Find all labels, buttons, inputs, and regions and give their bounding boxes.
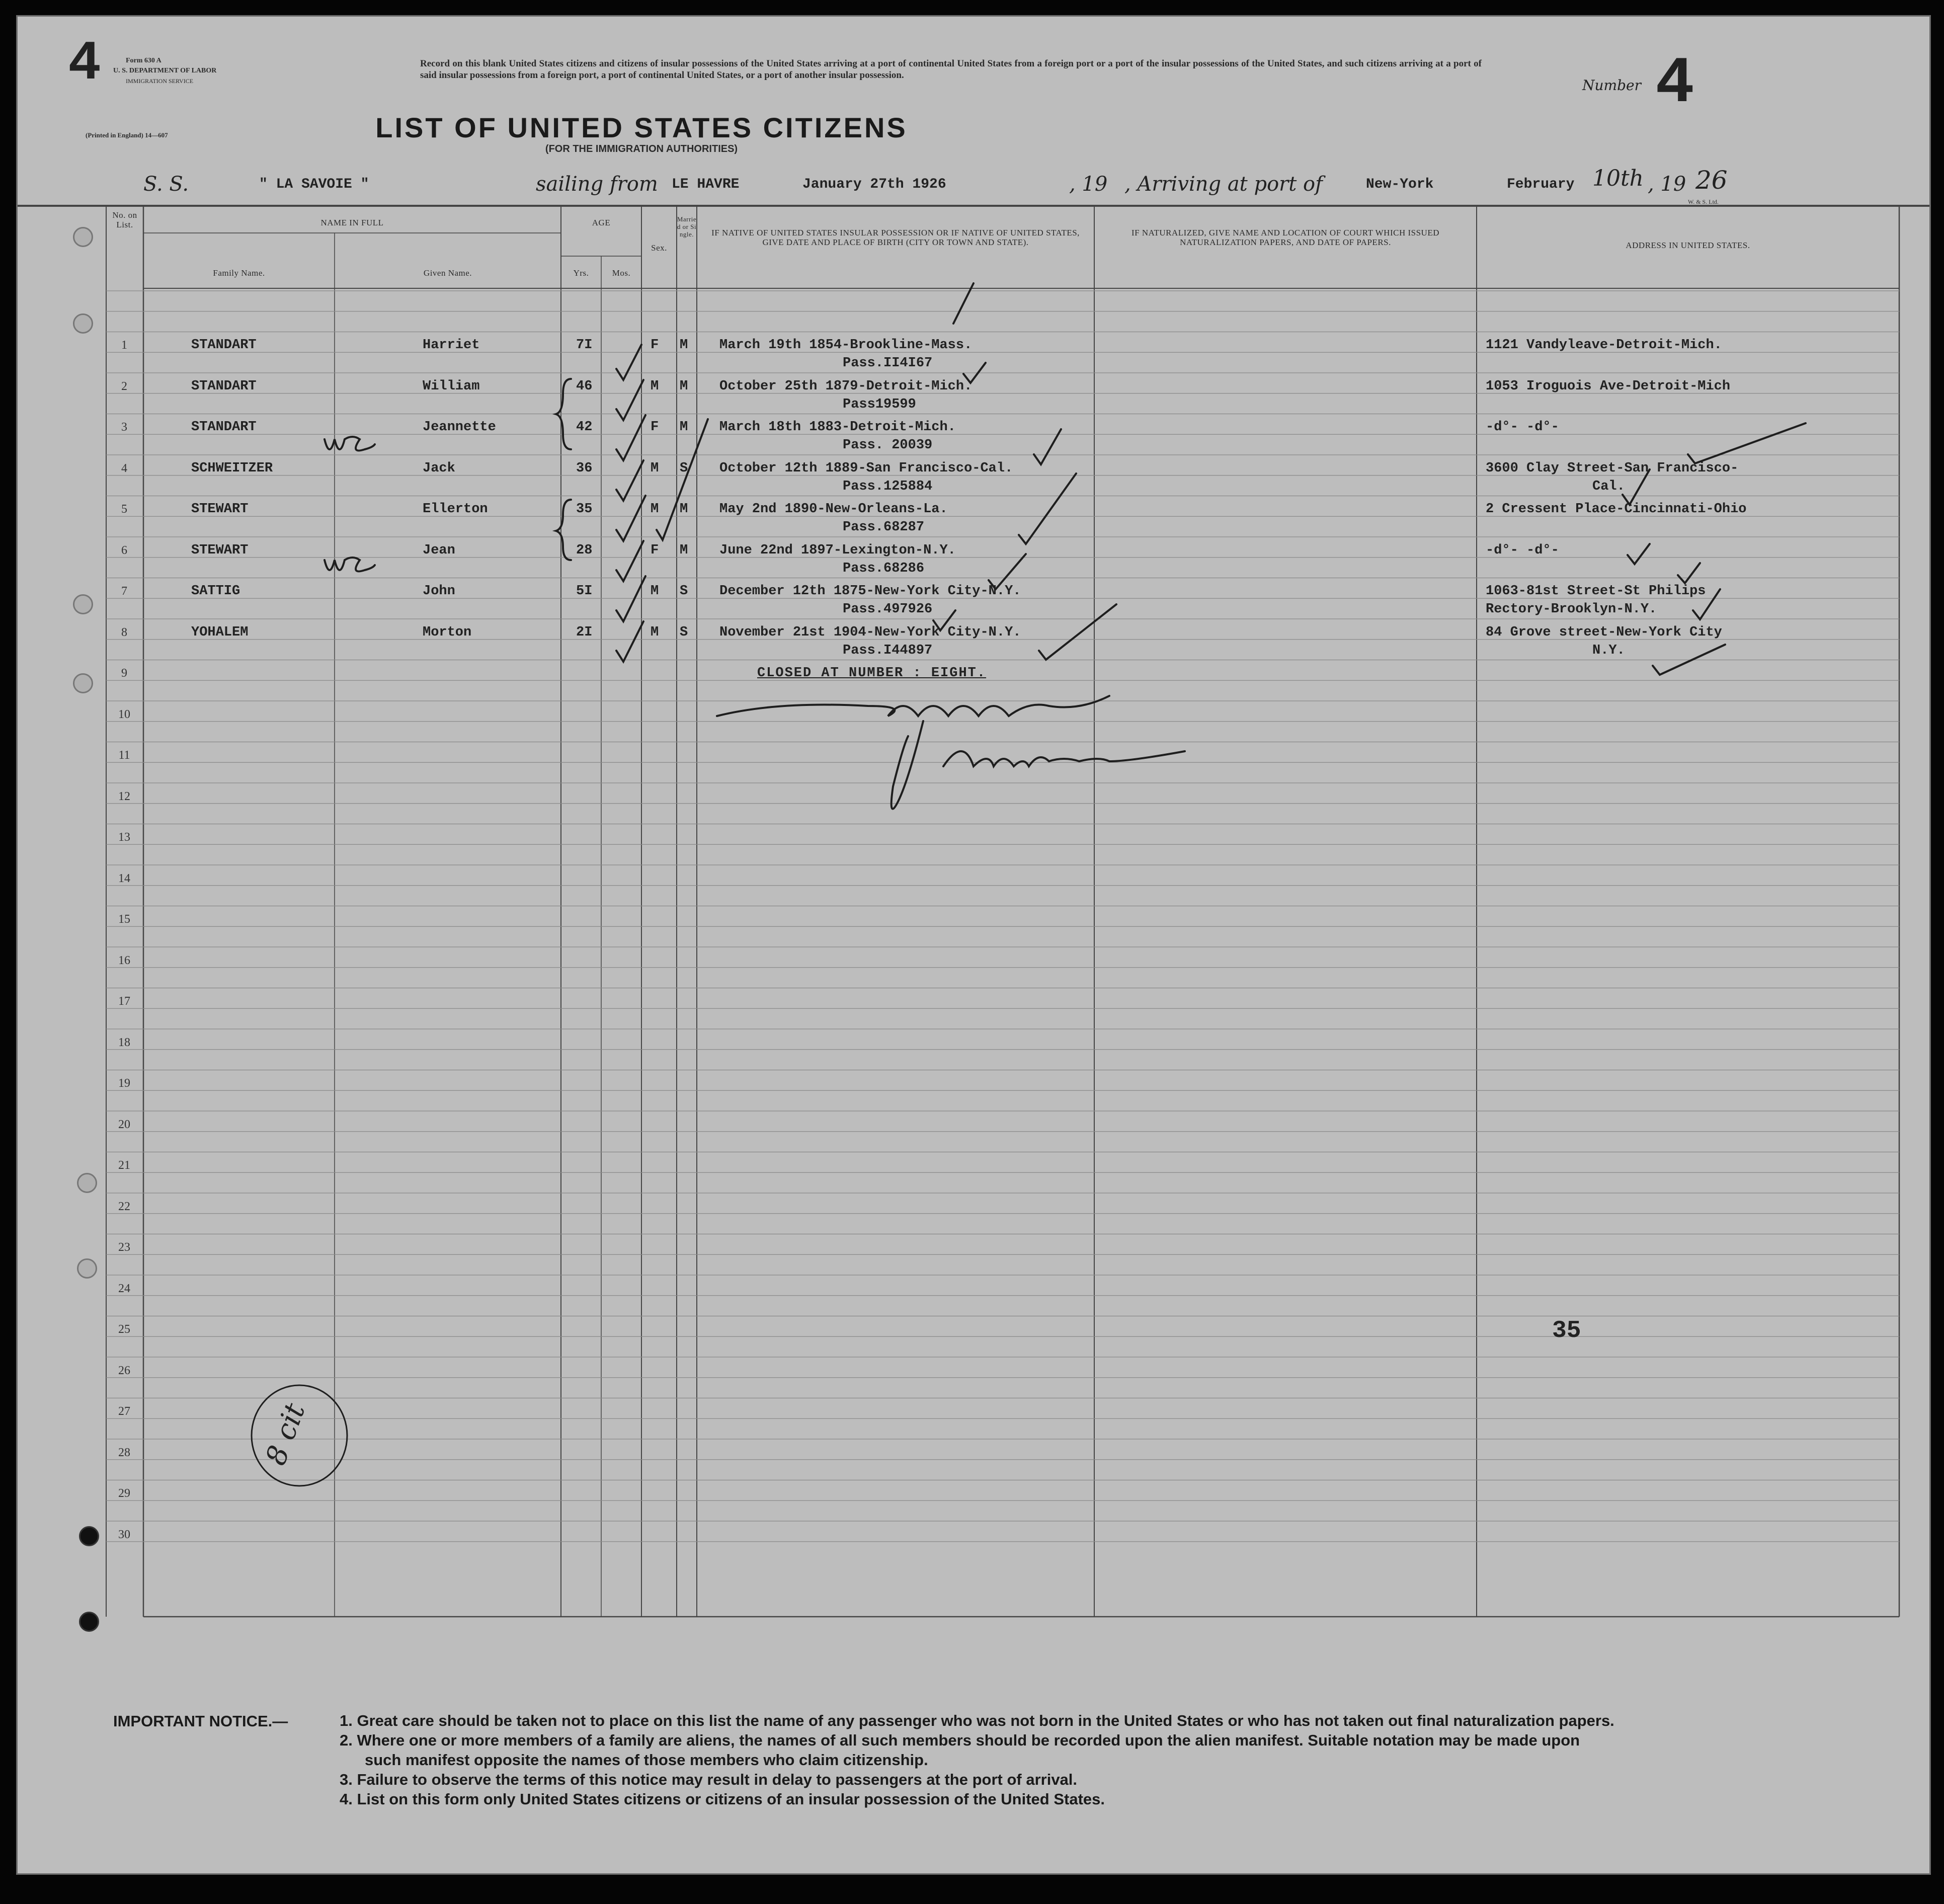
age-years-cell: 2I <box>576 624 593 640</box>
row-number: 9 <box>121 667 127 680</box>
marital-status-cell: M <box>680 378 688 394</box>
arrival-day: 10th <box>1592 166 1644 191</box>
arrival-year: 26 <box>1695 166 1728 195</box>
passport-cell: Pass.68287 <box>843 520 925 535</box>
birth-cell: March 19th 1854-Brookline-Mass. <box>719 338 973 353</box>
family-name-cell: STEWART <box>191 502 249 517</box>
sex-cell: F <box>651 542 659 558</box>
check-mark <box>1688 423 1806 463</box>
check-mark <box>953 283 974 324</box>
row-number: 4 <box>121 461 127 475</box>
notice-item-2-cont: such manifest opposite the names of those members who claim citizenship. <box>365 1751 928 1769</box>
arrival-year-prefix: , 19 <box>1648 173 1686 196</box>
row-number: 23 <box>118 1241 130 1254</box>
check-mark <box>616 621 643 662</box>
number-value: 4 <box>1655 47 1695 121</box>
check-mark <box>1623 469 1650 505</box>
row-number: 30 <box>118 1528 130 1541</box>
age-years-cell: 35 <box>576 502 593 517</box>
row-number: 5 <box>121 503 127 516</box>
header-no: No. on List. <box>112 210 137 229</box>
binder-hole <box>73 594 93 614</box>
birth-cell: November 21st 1904-New-York City-N.Y. <box>719 624 1021 640</box>
age-years-cell: 7I <box>576 338 593 353</box>
header-married: Married or Single. <box>677 215 697 238</box>
header-naturalized: IF NATURALIZED, GIVE NAME AND LOCATION OF COURT WHICH ISSUED NATURALIZATION PAPERS, AND DATE OF PAPERS. <box>1131 228 1439 247</box>
address-cell: -d°- -d°- <box>1486 420 1559 435</box>
check-mark <box>616 415 645 460</box>
year-prefix: , 19 <box>1069 173 1108 196</box>
row-number: 18 <box>118 1036 130 1049</box>
brace <box>556 500 571 560</box>
row-number: 29 <box>118 1487 130 1500</box>
big-number-left: 4 <box>68 33 102 96</box>
family-name-cell: STANDART <box>191 338 257 353</box>
check-mark <box>616 460 643 501</box>
check-mark <box>1653 645 1725 675</box>
notice-item-2: 2. Where one or more members of a family are aliens, the names of all such members should be recorded upon the alien manifest. Suitable notation may be made upon <box>340 1731 1580 1749</box>
row-number: 24 <box>118 1282 130 1295</box>
birth-cell: October 25th 1879-Detroit-Mich. <box>719 378 973 394</box>
address-cont-cell: N.Y. <box>1592 643 1625 658</box>
header-name-in-full: NAME IN FULL <box>320 218 384 227</box>
row-number: 26 <box>118 1364 130 1377</box>
marital-status-cell: M <box>680 338 688 353</box>
family-name-cell: STANDART <box>191 378 257 394</box>
address-cont-cell: Rectory-Brooklyn-N.Y. <box>1486 602 1657 617</box>
binder-hole <box>73 673 93 693</box>
check-mark <box>1034 429 1061 464</box>
age-years-cell: 5I <box>576 584 593 599</box>
row-number: 11 <box>118 749 130 762</box>
form-number: Form 630 A <box>126 57 161 64</box>
given-name-cell: Jack <box>423 460 455 476</box>
form-title: LIST OF UNITED STATES CITIZENS <box>375 112 908 143</box>
binder-hole <box>79 1526 99 1546</box>
address-cell: 84 Grove street-New-York City <box>1486 624 1722 640</box>
header-age: AGE <box>592 218 611 227</box>
check-mark <box>616 541 643 581</box>
notice-heading: IMPORTANT NOTICE.— <box>113 1712 288 1730</box>
row-number: 12 <box>118 789 130 803</box>
marginal-number: 35 <box>1552 1317 1581 1344</box>
row-number: 27 <box>118 1405 130 1418</box>
header-address: ADDRESS IN UNITED STATES. <box>1626 241 1750 250</box>
marital-status-cell: M <box>680 420 688 435</box>
sex-cell: M <box>651 624 659 640</box>
given-name-cell: Harriet <box>423 338 480 353</box>
address-cell: 3600 Clay Street-San Francisco- <box>1486 460 1739 476</box>
address-cell: 2 Cressent Place-Cincinnati-Ohio <box>1486 502 1747 517</box>
notice-item-4: 4. List on this form only United States citizens or citizens of an insular possession of the United States. <box>340 1790 1105 1808</box>
passport-cell: Pass.497926 <box>843 602 933 617</box>
given-name-cell: Jeannette <box>423 420 496 435</box>
marital-status-cell: S <box>680 460 688 476</box>
sex-cell: M <box>651 584 659 599</box>
sex-cell: M <box>651 460 659 476</box>
check-mark <box>616 345 641 380</box>
row-number: 20 <box>118 1118 130 1131</box>
binder-hole <box>73 313 93 334</box>
birth-cell: October 12th 1889-San Francisco-Cal. <box>719 460 1013 476</box>
address-cell: -d°- -d°- <box>1486 542 1559 558</box>
check-mark <box>1039 604 1116 660</box>
arriving-label: , Arriving at port of <box>1124 173 1323 196</box>
ship-name: " LA SAVOIE " <box>259 177 369 192</box>
header-yrs: Yrs. <box>573 268 589 278</box>
passport-cell: Pass.68286 <box>843 561 925 576</box>
port-from: LE HAVRE <box>672 177 740 192</box>
row-number: 10 <box>118 707 130 721</box>
header-family-name: Family Name. <box>213 268 265 278</box>
inspector-signature <box>943 751 1185 766</box>
row-number: 17 <box>118 995 130 1008</box>
address-cell: 1121 Vandyleave-Detroit-Mich. <box>1486 338 1722 353</box>
check-mark <box>1678 563 1700 583</box>
age-years-cell: 28 <box>576 542 593 558</box>
given-name-cell: Jean <box>423 542 455 558</box>
row-number: 3 <box>121 421 127 434</box>
passport-cell: Pass.II4I67 <box>843 356 933 371</box>
ss-label: S. S. <box>143 173 189 196</box>
sailing-date: January 27th 1926 <box>802 177 946 192</box>
birth-cell: June 22nd 1897-Lexington-N.Y. <box>719 542 956 558</box>
row-number: 13 <box>118 831 130 844</box>
header-native: IF NATIVE OF UNITED STATES INSULAR POSSESSION OR IF NATIVE OF UNITED STATES, GIVE DATE AND PLACE OF BIRTH (CITY OR TOWN AND STATE). <box>711 228 1080 247</box>
check-mark <box>963 363 986 383</box>
service-label: IMMIGRATION SERVICE <box>126 77 194 85</box>
marital-status-cell: S <box>680 584 688 599</box>
ws-mark: W. & S. Ltd. <box>1688 198 1719 205</box>
check-mark <box>616 496 645 541</box>
marital-status-cell: M <box>680 542 688 558</box>
passport-cell: Pass. 20039 <box>843 438 933 453</box>
printed-label: (Printed in England) 14—607 <box>86 131 168 139</box>
passport-cell: Pass.I44897 <box>843 643 933 658</box>
check-mark <box>1019 473 1076 544</box>
row-number: 28 <box>118 1446 130 1459</box>
initials-mark <box>325 437 375 451</box>
sailing-label: sailing from <box>536 173 658 196</box>
check-mark <box>989 554 1026 589</box>
brace <box>556 379 571 449</box>
notice-items <box>340 1711 1899 1809</box>
department-label: U. S. DEPARTMENT OF LABOR <box>113 67 217 74</box>
age-years-cell: 42 <box>576 420 593 435</box>
binder-hole <box>73 227 93 247</box>
check-mark <box>1693 589 1720 619</box>
birth-cell: May 2nd 1890-New-Orleans-La. <box>719 502 948 517</box>
marital-status-cell: M <box>680 502 688 517</box>
manifest-sheet <box>16 15 1931 1875</box>
check-mark <box>616 380 643 420</box>
row-number: 22 <box>118 1200 130 1213</box>
port-to: New-York <box>1366 177 1434 192</box>
row-number: 25 <box>118 1323 130 1336</box>
circled-note: 8 cit <box>259 1399 312 1470</box>
family-name-cell: STANDART <box>191 420 257 435</box>
family-name-cell: SCHWEITZER <box>191 460 273 476</box>
row-number: 21 <box>118 1159 130 1172</box>
family-name-cell: SATTIG <box>191 584 240 599</box>
row-number: 7 <box>121 585 127 598</box>
birth-cell: March 18th 1883-Detroit-Mich. <box>719 420 956 435</box>
notice-item-3: 3. Failure to observe the terms of this notice may result in delay to passengers at the port of arrival. <box>340 1771 1078 1788</box>
marital-status-cell: S <box>680 624 688 640</box>
family-name-cell: YOHALEM <box>191 624 249 640</box>
header-given-name: Given Name. <box>423 268 472 278</box>
binder-hole <box>77 1258 97 1279</box>
row-number: 16 <box>118 954 130 967</box>
check-mark <box>657 419 708 540</box>
row-number: 14 <box>118 871 130 885</box>
check-mark <box>933 610 955 630</box>
given-name-cell: William <box>423 378 480 394</box>
form-subtitle: (FOR THE IMMIGRATION AUTHORITIES) <box>545 143 738 154</box>
given-name-cell: Ellerton <box>423 502 488 517</box>
binder-hole <box>77 1173 97 1193</box>
row-number: 8 <box>121 625 127 639</box>
sex-cell: M <box>651 502 659 517</box>
header-sex: Sex. <box>651 243 667 253</box>
row-number: 15 <box>118 913 130 926</box>
given-name-cell: Morton <box>423 624 472 640</box>
address-cell: 1063-81st Street-St Philips <box>1486 584 1706 599</box>
check-mark <box>1628 544 1650 564</box>
inspector-signature <box>717 696 1109 716</box>
age-years-cell: 46 <box>576 378 593 394</box>
given-name-cell: John <box>423 584 455 599</box>
instruction-text: Record on this blank United States citizens and citizens of insular possessions of the United States arriving at a port of continental United States from a foreign port or a port of the insular possessions of the United States, and such citizens arriving at a port of said insular possessions from a foreign port, a port of continental United States, or a port of another insular possession. <box>420 58 1482 81</box>
header-mos: Mos. <box>612 268 631 278</box>
number-label: Number <box>1582 77 1641 94</box>
arrival-month: February <box>1507 177 1575 192</box>
closed-line: CLOSED AT NUMBER : EIGHT. <box>757 666 987 681</box>
address-cont-cell: Cal. <box>1592 479 1625 494</box>
row-number: 2 <box>121 379 127 393</box>
row-number: 19 <box>118 1077 130 1090</box>
row-number: 6 <box>121 543 127 557</box>
address-cell: 1053 Iroguois Ave-Detroit-Mich <box>1486 378 1731 394</box>
family-name-cell: STEWART <box>191 542 249 558</box>
notice-item-1: 1. Great care should be taken not to place on this list the name of any passenger who was not born in the United States or who has not taken out final naturalization papers. <box>340 1712 1614 1729</box>
passport-cell: Pass19599 <box>843 396 916 412</box>
birth-cell: December 12th 1875-New-York City-N.Y. <box>719 584 1021 599</box>
initials-mark <box>325 558 375 572</box>
binder-hole <box>79 1612 99 1632</box>
handwritten-marks <box>18 17 1929 1873</box>
sex-cell: M <box>651 378 659 394</box>
inspector-signature <box>892 721 923 809</box>
check-mark <box>616 576 645 621</box>
sex-cell: F <box>651 338 659 353</box>
passport-cell: Pass.125884 <box>843 479 933 494</box>
sex-cell: F <box>651 420 659 435</box>
age-years-cell: 36 <box>576 460 593 476</box>
row-number: 1 <box>121 339 127 352</box>
